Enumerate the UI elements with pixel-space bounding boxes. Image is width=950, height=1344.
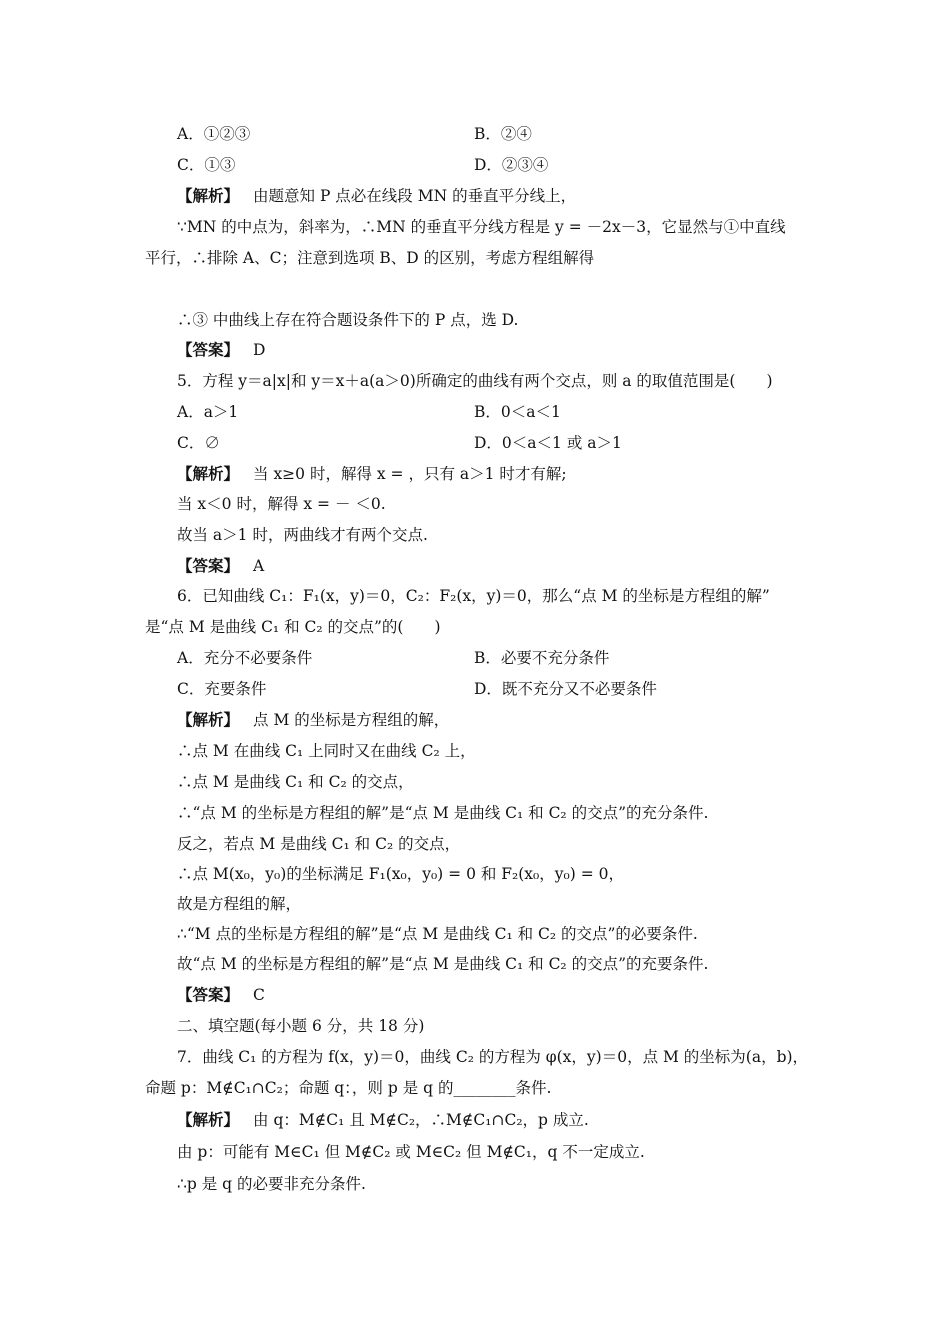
- q6-analysis-line: ∴点 M 是曲线 C₁ 和 C₂ 的交点，: [177, 773, 414, 791]
- analysis-tag: 【解析】: [177, 710, 240, 729]
- q5-answer: 【答案】 A: [177, 556, 265, 575]
- q4-option-d: D．②③④: [474, 156, 549, 174]
- q4-analysis-line: 【解析】 由题意知 P 点必在线段 MN 的垂直平分线上，: [177, 186, 577, 205]
- q4-analysis-line: ∴③ 中曲线上存在符合题设条件下的 P 点，选 D.: [177, 311, 519, 329]
- answer-tag: 【答案】: [177, 556, 240, 575]
- q6-analysis-line: ∴点 M(x₀，y₀)的坐标满足 F₁(x₀，y₀) = 0 和 F₂(x₀，y₀) = 0，: [177, 865, 624, 883]
- q4-option-a: A．①②③: [177, 125, 251, 143]
- q5-option-a: A．a＞1: [177, 403, 239, 421]
- q6-analysis-line: 故“点 M 的坐标是方程组的解”是“点 M 是曲线 C₁ 和 C₂ 的交点”的充要条件.: [177, 955, 709, 973]
- analysis-tag: 【解析】: [177, 186, 240, 205]
- q4-option-b: B．②④: [474, 125, 532, 143]
- q6-analysis-line: 反之，若点 M 是曲线 C₁ 和 C₂ 的交点，: [177, 835, 461, 853]
- analysis-tag: 【解析】: [177, 464, 240, 483]
- q6-answer: 【答案】 C: [177, 985, 265, 1004]
- q7-analysis-line: 【解析】 由 q：M∉C₁ 且 M∉C₂，∴M∉C₁∩C₂，p 成立.: [177, 1110, 589, 1129]
- q7-stem: 7．曲线 C₁ 的方程为 f(x，y)＝0，曲线 C₂ 的方程为 φ(x，y)＝0，点 M 的坐标为(a，b)，: [177, 1048, 809, 1066]
- q5-analysis-line: 【解析】 当 x≥0 时，解得 x = ，只有 a＞1 时才有解;: [177, 464, 567, 483]
- section-heading: 二、填空题(每小题 6 分，共 18 分): [177, 1017, 425, 1035]
- q7-analysis-line: ∴p 是 q 的必要非充分条件.: [177, 1175, 366, 1193]
- q6-stem: 是“点 M 是曲线 C₁ 和 C₂ 的交点”的( ): [145, 618, 441, 636]
- q4-analysis-line: ∵MN 的中点为，斜率为，∴MN 的垂直平分线方程是 y = －2x－3，它显然与①中直线: [177, 218, 786, 236]
- q6-analysis-line: 【解析】 点 M 的坐标是方程组的解，: [177, 710, 450, 729]
- q6-option-b: B．必要不充分条件: [474, 649, 610, 667]
- q5-stem: 5．方程 y＝a|x|和 y＝x＋a(a＞0)所确定的曲线有两个交点，则 a 的取值范围是( ): [177, 372, 773, 390]
- q5-option-d: D．0＜a＜1 或 a＞1: [474, 434, 622, 452]
- q5-analysis-line: 当 x＜0 时，解得 x = － ＜0.: [177, 495, 386, 513]
- q4-option-c: C．①③: [177, 156, 236, 174]
- q7-stem: 命题 p：M∉C₁∩C₂；命题 q：，则 p 是 q 的________条件.: [145, 1079, 552, 1097]
- q6-analysis-line: ∴“点 M 的坐标是方程组的解”是“点 M 是曲线 C₁ 和 C₂ 的交点”的充分条件.: [177, 804, 709, 822]
- q5-option-c: C．∅: [177, 434, 220, 452]
- q4-answer: 【答案】 D: [177, 340, 266, 359]
- q6-option-d: D．既不充分又不必要条件: [474, 680, 657, 698]
- q6-option-c: C．充要条件: [177, 680, 267, 698]
- answer-tag: 【答案】: [177, 985, 240, 1004]
- analysis-tag: 【解析】: [177, 1110, 240, 1129]
- q5-option-b: B．0＜a＜1: [474, 403, 561, 421]
- q6-stem: 6．已知曲线 C₁：F₁(x，y)＝0，C₂：F₂(x，y)＝0，那么“点 M 的坐标是方程组的解”: [177, 587, 770, 605]
- q6-analysis-line: ∴“M 点的坐标是方程组的解”是“点 M 是曲线 C₁ 和 C₂ 的交点”的必要条件.: [177, 925, 698, 943]
- q7-analysis-line: 由 p：可能有 M∈C₁ 但 M∉C₂ 或 M∈C₂ 但 M∉C₁，q 不一定成立.: [177, 1143, 645, 1161]
- q6-option-a: A．充分不必要条件: [177, 649, 313, 667]
- q4-analysis-line: 平行，∴排除 A、C；注意到选项 B、D 的区别，考虑方程组解得: [145, 249, 595, 267]
- q6-analysis-line: ∴点 M 在曲线 C₁ 上同时又在曲线 C₂ 上，: [177, 742, 476, 760]
- answer-tag: 【答案】: [177, 340, 240, 359]
- q6-analysis-line: 故是方程组的解，: [177, 895, 302, 913]
- q5-analysis-line: 故当 a＞1 时，两曲线才有两个交点.: [177, 526, 428, 544]
